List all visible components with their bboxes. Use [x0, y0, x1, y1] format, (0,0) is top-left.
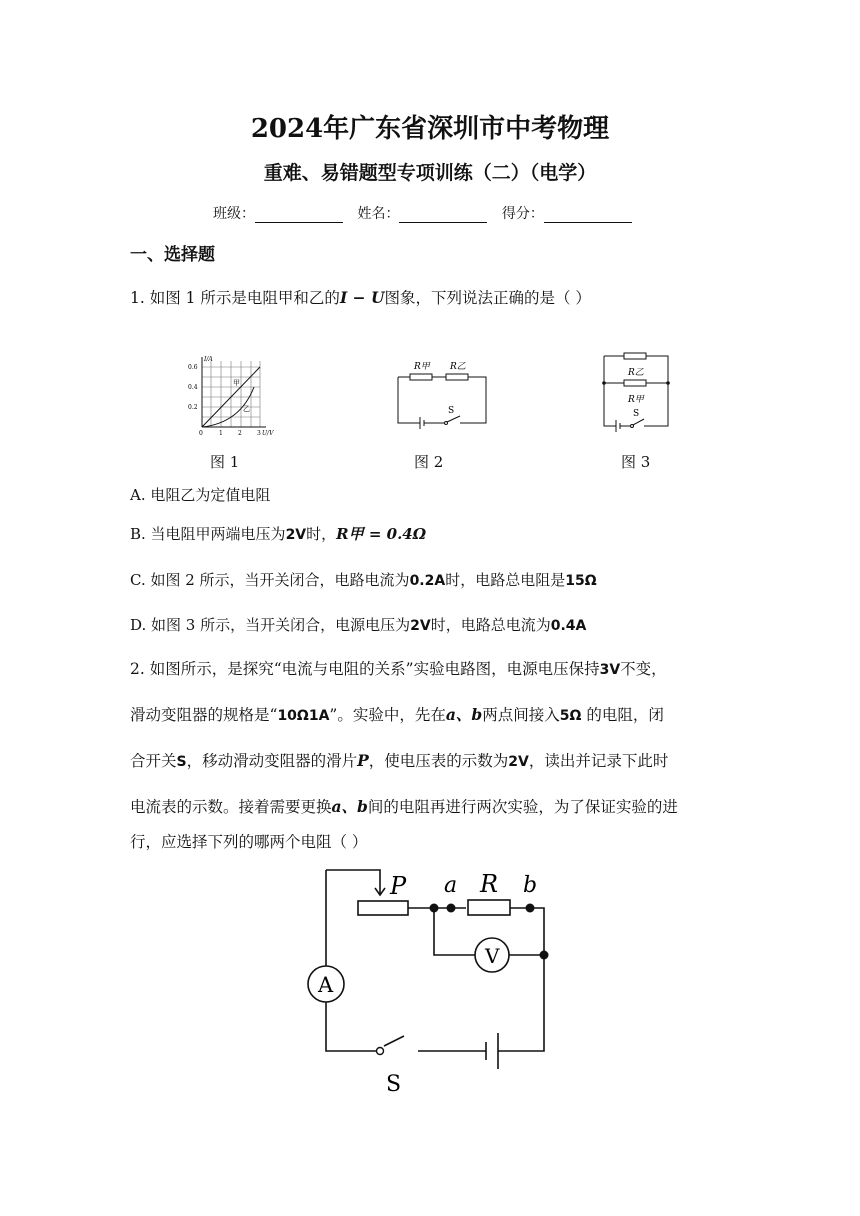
- q2-math: 5Ω: [559, 708, 582, 724]
- fig2-switch-label: S: [448, 406, 455, 416]
- voltmeter-label: V: [485, 944, 500, 968]
- q2-text: ，使电压表的示数为: [368, 752, 509, 770]
- name-blank[interactable]: [399, 210, 487, 223]
- q2-text: 滑动变阻器的规格是“: [130, 706, 278, 724]
- option-b-text-b: 时，: [306, 525, 337, 543]
- graph-xtick: 3: [257, 430, 261, 437]
- graph-ytick: 0.6: [188, 364, 198, 371]
- fig2-r2-label: R乙: [450, 362, 466, 372]
- graph-xlabel: U/V: [262, 430, 274, 437]
- figure-1-iu-graph: [180, 353, 285, 441]
- q2-text: 的电阻，闭: [581, 706, 664, 724]
- name-label: 姓名：: [357, 206, 400, 222]
- q2-text: 2. 如图所示，是探究“电流与电阻的关系”实验电路图，电源电压保持: [130, 660, 600, 678]
- page-subtitle: 重难、易错题型专项训练（二）（电学）: [263, 162, 597, 184]
- graph-ytick: 0.2: [188, 404, 198, 411]
- figure-3-caption: 图 3: [621, 453, 651, 471]
- score-blank[interactable]: [544, 210, 632, 223]
- q2-text: 两点间接入: [482, 706, 560, 724]
- graph-xtick: 2: [238, 430, 242, 437]
- figure-2-series-circuit: [392, 353, 492, 435]
- option-c-math-1: 0.2A: [409, 573, 446, 589]
- option-d-text-b: 时，电路总电流为: [430, 616, 551, 634]
- graph-label-jia: 甲: [233, 379, 240, 387]
- q2-text: ”。实验中，先在: [329, 706, 446, 724]
- section-heading: 一、选择题: [130, 245, 215, 265]
- question-2-line-1: [130, 657, 667, 679]
- graph-label-yi: 乙: [243, 405, 250, 413]
- graph-ytick: 0.4: [188, 384, 198, 391]
- q2-text: 不变，: [620, 660, 667, 678]
- question-1-math: I − U: [339, 288, 385, 307]
- point-a-label: a: [444, 873, 458, 898]
- fig3-r1-label: R乙: [628, 368, 644, 378]
- figure-1-caption: 图 1: [210, 453, 240, 471]
- figure-2-caption: 图 2: [414, 453, 444, 471]
- q2-text: ，读出并记录下此时: [528, 752, 669, 770]
- q2-math: a、b: [331, 797, 368, 816]
- option-d-math-2: 0.4A: [550, 618, 587, 634]
- q2-math: 3V: [599, 662, 621, 678]
- fig2-r1-label: R甲: [414, 362, 430, 372]
- question-2-circuit-diagram: [296, 862, 566, 1098]
- question-1-text-a: 1. 如图 1 所示是电阻甲和乙的: [130, 289, 340, 307]
- point-b-label: b: [523, 873, 538, 898]
- option-d[interactable]: [130, 614, 586, 635]
- figure-3-parallel-circuit: [596, 350, 676, 436]
- question-2-line-3: [130, 749, 668, 771]
- option-d-math-1: 2V: [410, 618, 431, 634]
- q2-text: ，移动滑动变阻器的滑片: [186, 752, 358, 770]
- question-2-line-2: [130, 703, 664, 725]
- option-b[interactable]: [130, 523, 426, 544]
- q2-math: P: [357, 751, 369, 770]
- resistor-r-label: R: [480, 870, 499, 898]
- option-c[interactable]: [130, 569, 597, 590]
- page-title: 2024年广东省深圳市中考物理: [250, 114, 610, 144]
- question-1-stem: [130, 286, 591, 308]
- ammeter-label: A: [318, 973, 334, 997]
- question-2-line-5: 行，应选择下列的哪两个电阻（ ）: [130, 833, 368, 851]
- option-b-math-1: 2V: [285, 527, 307, 543]
- graph-xtick: 0: [199, 430, 203, 437]
- q2-math: 10Ω1A: [277, 708, 330, 724]
- option-a[interactable]: [130, 484, 270, 505]
- option-c-text-a: C. 如图 2 所示，当开关闭合，电路电流为: [130, 571, 410, 589]
- graph-ylabel: I/A: [204, 356, 213, 363]
- q2-math: 2V: [508, 754, 529, 770]
- q2-text: 间的电阻再进行两次实验，为了保证实验的进: [367, 798, 678, 816]
- q2-math: S: [176, 754, 187, 770]
- option-b-text-a: B. 当电阻甲两端电压为: [130, 525, 286, 543]
- question-1-text-b: 图象，下列说法正确的是（ ）: [384, 289, 591, 307]
- q2-text: 合开关: [130, 752, 177, 770]
- fig3-switch-label: S: [633, 409, 640, 419]
- fig3-r2-label: R甲: [628, 395, 644, 405]
- switch-s-label: S: [386, 1072, 402, 1097]
- class-label: 班级：: [213, 206, 255, 222]
- graph-xtick: 1: [219, 430, 223, 437]
- score-label: 得分：: [501, 206, 544, 222]
- option-d-text-a: D. 如图 3 所示，当开关闭合，电源电压为: [130, 616, 411, 634]
- option-b-math-2: R甲 = 0.4Ω: [336, 525, 427, 543]
- option-a-text: A. 电阻乙为定值电阻: [130, 486, 271, 504]
- class-blank[interactable]: [255, 210, 343, 223]
- question-2-line-4: [130, 795, 678, 817]
- q2-math: a、b: [445, 705, 483, 724]
- q2-text: 电流表的示数。接着需要更换: [130, 798, 332, 816]
- slider-p-label: P: [390, 872, 407, 900]
- student-info-row: [213, 203, 642, 223]
- option-c-math-2: 15Ω: [565, 573, 597, 589]
- option-c-text-b: 时，电路总电阻是: [445, 571, 566, 589]
